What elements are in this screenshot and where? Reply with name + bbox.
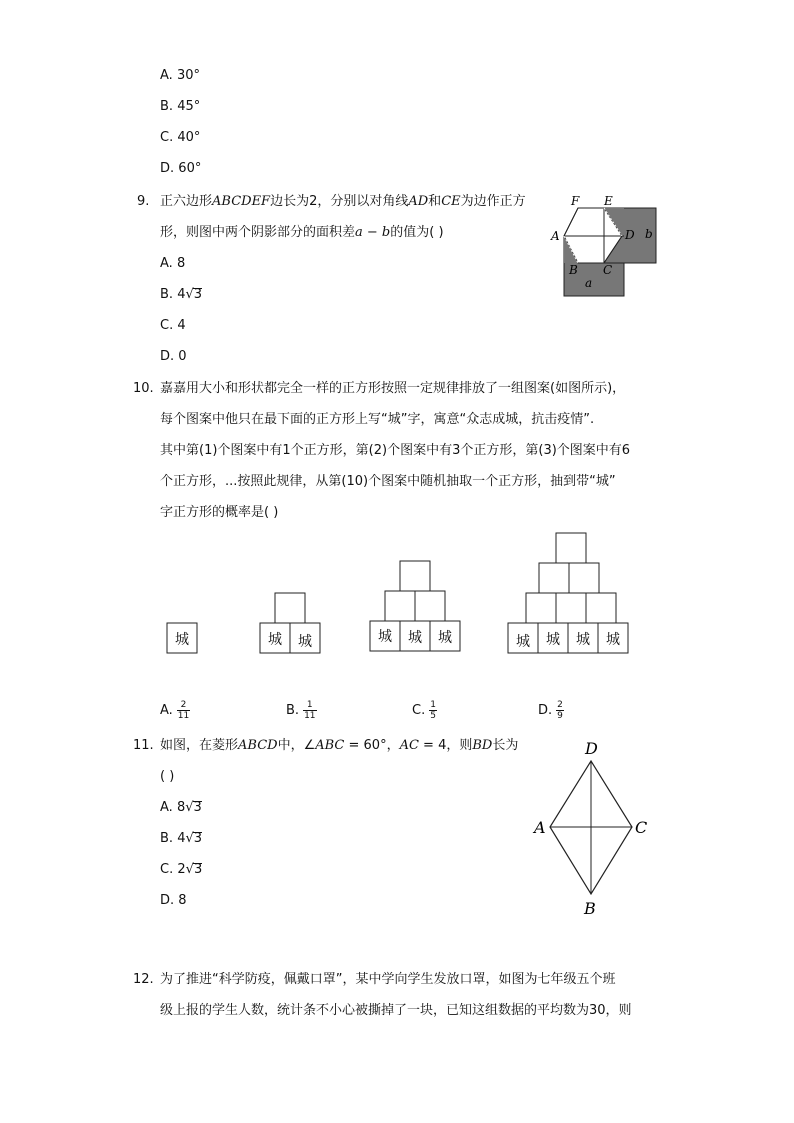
square (275, 593, 305, 623)
option-letter: C. (160, 130, 174, 145)
q11-option-c: C. 2√3 (160, 862, 203, 877)
q9-option-b: B. 4√3 (160, 287, 203, 302)
label-b: B (584, 899, 596, 918)
cheng-label: 城 (268, 632, 282, 648)
q10-line: 每个图案中他只在最下面的正方形上写“城”字，寓意“众志成城，抗击疫情”. (160, 412, 595, 427)
q9-option-d: D. 0 (160, 349, 187, 364)
q10-option-d: D. $\frac{2}{9}$ (538, 700, 563, 721)
q11-option-a: A. 8√3 (160, 800, 202, 815)
q10-line: 个正方形，...按照此规律，从第(10)个图案中随机抽取一个正方形，抽到带“城” (160, 474, 616, 489)
cheng-label: 城 (408, 630, 422, 646)
label-a: A (534, 818, 546, 837)
cheng-label: 城 (576, 632, 590, 648)
q11-number: 11. (133, 738, 154, 753)
q9-hexagon-figure (546, 190, 662, 300)
q10-line: 嘉嘉用大小和形状都完全一样的正方形按照一定规律排放了一组图案(如图所示)， (160, 381, 626, 396)
cheng-label: 城 (516, 634, 530, 650)
cheng-label: 城 (378, 629, 392, 645)
q11-line2: ( ) (160, 769, 175, 784)
q12-line2: 级上报的学生人数，统计条不小心被撕掉了一块，已知这组数据的平均数为30，则 (160, 1003, 632, 1018)
option-value: 60° (178, 161, 202, 176)
q10-option-a: A. $\frac{2}{11}$ (160, 700, 190, 721)
cheng-label: 城 (606, 632, 620, 648)
cheng-label: 城 (175, 632, 189, 648)
q9-option-c: C. 4 (160, 318, 186, 333)
option-letter: D. (160, 161, 175, 176)
option-letter: A. (160, 68, 173, 83)
square (569, 563, 599, 593)
option-value: 45° (177, 99, 201, 114)
label-a: A (551, 229, 560, 243)
square (526, 593, 556, 623)
option-letter: B. (160, 99, 174, 114)
square (400, 561, 430, 591)
label-a-lower: a (585, 276, 593, 290)
fraction: $\frac{1}{11}$ (304, 700, 316, 721)
label-b: B (569, 263, 578, 277)
q10-line: 字正方形的概率是( ) (160, 505, 279, 520)
label-e: E (604, 194, 613, 208)
square (556, 593, 586, 623)
q11-option-d: D. 8 (160, 893, 187, 908)
fraction: $\frac{2}{11}$ (177, 700, 190, 721)
label-c: C (635, 818, 648, 837)
q9-option-a: A. 8 (160, 256, 186, 271)
label-d: D (625, 228, 635, 242)
square (415, 591, 445, 621)
q11-rhombus-figure (528, 738, 658, 920)
option-value: 30° (176, 68, 200, 83)
fraction: $\frac{1}{5}$ (430, 700, 436, 721)
label-b-lower: b (645, 227, 653, 241)
option-value: 40° (177, 130, 201, 145)
q9-number: 9. (137, 194, 150, 209)
q12-number: 12. (133, 972, 154, 987)
square (539, 563, 569, 593)
label-f: F (571, 194, 580, 208)
q9-line2: 形，则图中两个阴影部分的面积差a − b的值为( ) (160, 225, 444, 240)
q11-option-b: B. 4√3 (160, 831, 203, 846)
q10-number: 10. (133, 381, 154, 396)
q12-line1: 为了推进“科学防疫，佩戴口罩”，某中学向学生发放口罩，如图为七年级五个班 (160, 972, 616, 987)
q11-line1: 如图，在菱形ABCD中，∠ABC = 60°，AC = 4，则BD长为 (160, 738, 519, 753)
square (556, 533, 586, 563)
q9-line1: 正六边形ABCDEF边长为2，分别以对角线AD和CE为边作正方 (160, 194, 526, 209)
q8-option-c (160, 130, 200, 145)
q10-patterns-figure (160, 528, 640, 658)
q10-option-c: C. $\frac{1}{5}$ (412, 700, 436, 721)
label-c: C (603, 263, 613, 277)
q10-line: 其中第(1)个图案中有1个正方形，第(2)个图案中有3个正方形，第(3)个图案中有6 (160, 443, 631, 458)
cheng-label: 城 (546, 632, 560, 648)
square (385, 591, 415, 621)
q10-option-b: B. $\frac{1}{11}$ (286, 700, 316, 721)
q8-option-b (160, 99, 200, 114)
q8-option-a (160, 68, 200, 83)
square (586, 593, 616, 623)
cheng-label: 城 (438, 630, 452, 646)
cheng-label: 城 (298, 634, 312, 650)
label-d: D (585, 739, 598, 758)
fraction: $\frac{2}{9}$ (557, 700, 563, 721)
q8-option-d (160, 161, 201, 176)
